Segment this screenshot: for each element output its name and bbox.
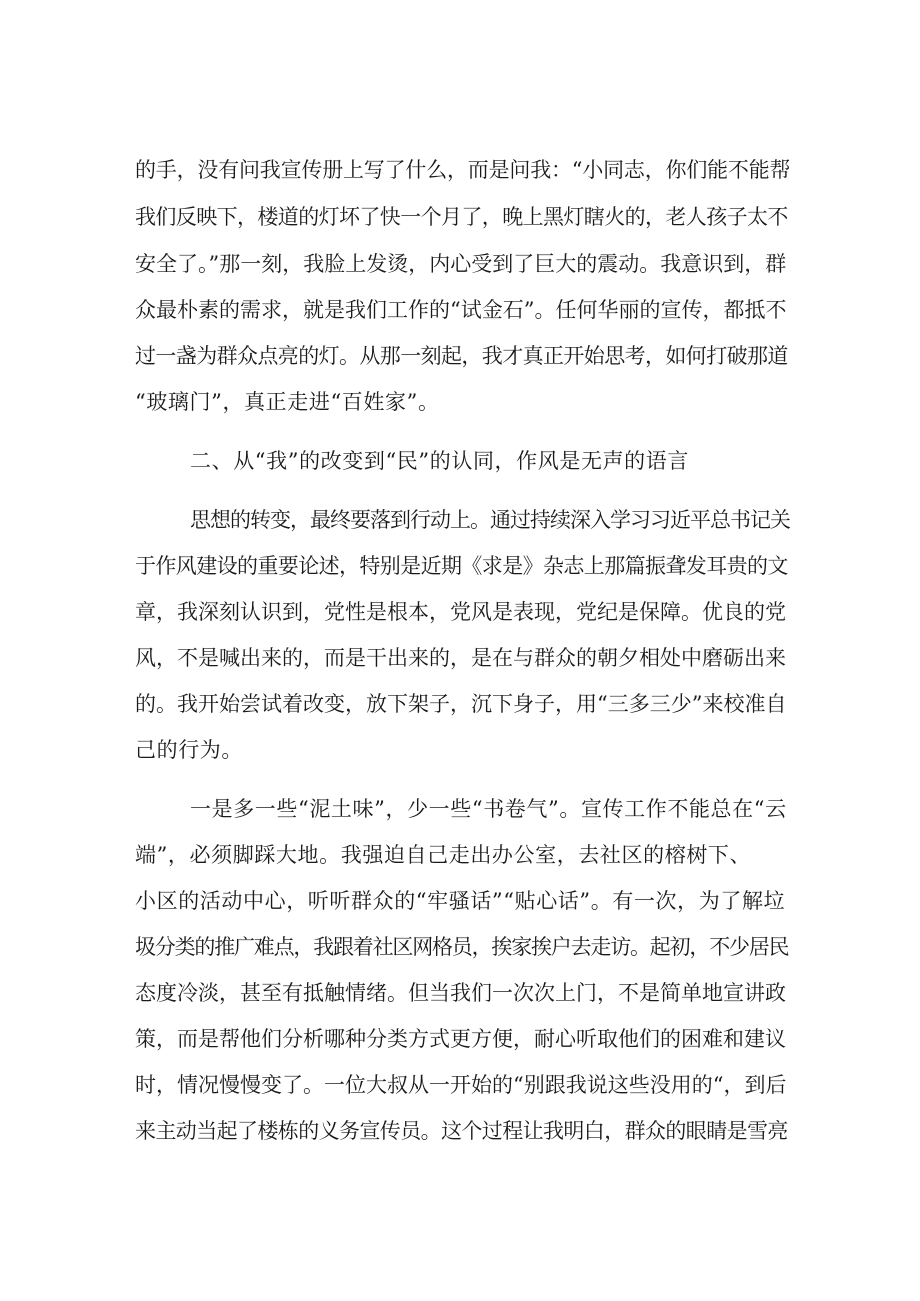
- paragraph-line: 来主动当起了楼栋的义务宣传员。这个过程让我明白，群众的眼睛是雪亮: [135, 1119, 788, 1143]
- paragraph-line: 章，我深刻认识到，党性是根本，党风是表现，党纪是保障。优良的党: [135, 600, 786, 624]
- section-heading: 二、从“我”的改变到“民”的认同，作风是无声的语言: [190, 449, 689, 473]
- paragraph-line: 一是多一些“泥土味”，少一些“书卷气”。宣传工作不能总在“云: [190, 797, 787, 821]
- paragraph-line: 态度冷淡，甚至有抵触情绪。但当我们一次次上门，不是简单地宣讲政: [135, 981, 786, 1005]
- paragraph-line: 的手，没有问我宣传册上写了什么，而是问我：“小同志，你们能不能帮: [135, 158, 791, 182]
- paragraph-line: “玻璃门”，真正走进“百姓家”。: [135, 390, 440, 414]
- paragraph-line: 策，而是帮他们分析哪种分类方式更方便，耐心听取他们的困难和建议: [135, 1027, 786, 1051]
- paragraph-line: 风，不是喊出来的，而是干出来的，是在与群众的朝夕相处中磨砺出来: [135, 646, 786, 670]
- paragraph-line: 己的行为。: [135, 738, 243, 762]
- paragraph-line: 思想的转变，最终要落到行动上。通过持续深入学习习近平总书记关: [190, 508, 790, 532]
- paragraph-line: 圾分类的推广难点，我跟着社区网格员，挨家挨户去走访。起初，不少居民: [135, 935, 789, 959]
- paragraph-line: 的。我开始尝试着改变，放下架子，沉下身子，用“三多三少”来校准自: [135, 692, 787, 716]
- paragraph-line: 端”，必须脚踩大地。我强迫自己走出办公室，去社区的榕树下、: [135, 843, 752, 867]
- paragraph-line: 过一盏为群众点亮的灯。从那一刻起，我才真正开始思考，如何打破那道: [135, 344, 788, 368]
- paragraph-line: 安全了。”那一刻，我脸上发烫，内心受到了巨大的震动。我意识到，群: [135, 252, 787, 276]
- paragraph-line: 于作风建设的重要论述，特别是近期《求是》杂志上那篇振聋发耳贵的文: [135, 554, 788, 578]
- paragraph-line: 我们反映下，楼道的灯坏了快一个月了，晚上黑灯瞎火的，老人孩子太不: [135, 205, 788, 229]
- paragraph-line: 众最朴素的需求，就是我们工作的“试金石”。任何华丽的宣传，都抵不: [135, 298, 787, 322]
- paragraph-line: 时，情况慢慢变了。一位大叔从一开始的“别跟我说这些没用的“，到后: [135, 1073, 787, 1097]
- paragraph-line: 小区的活动中心，听听群众的“牢骚话”“贴心话”。有一次，为了解垃: [135, 889, 786, 913]
